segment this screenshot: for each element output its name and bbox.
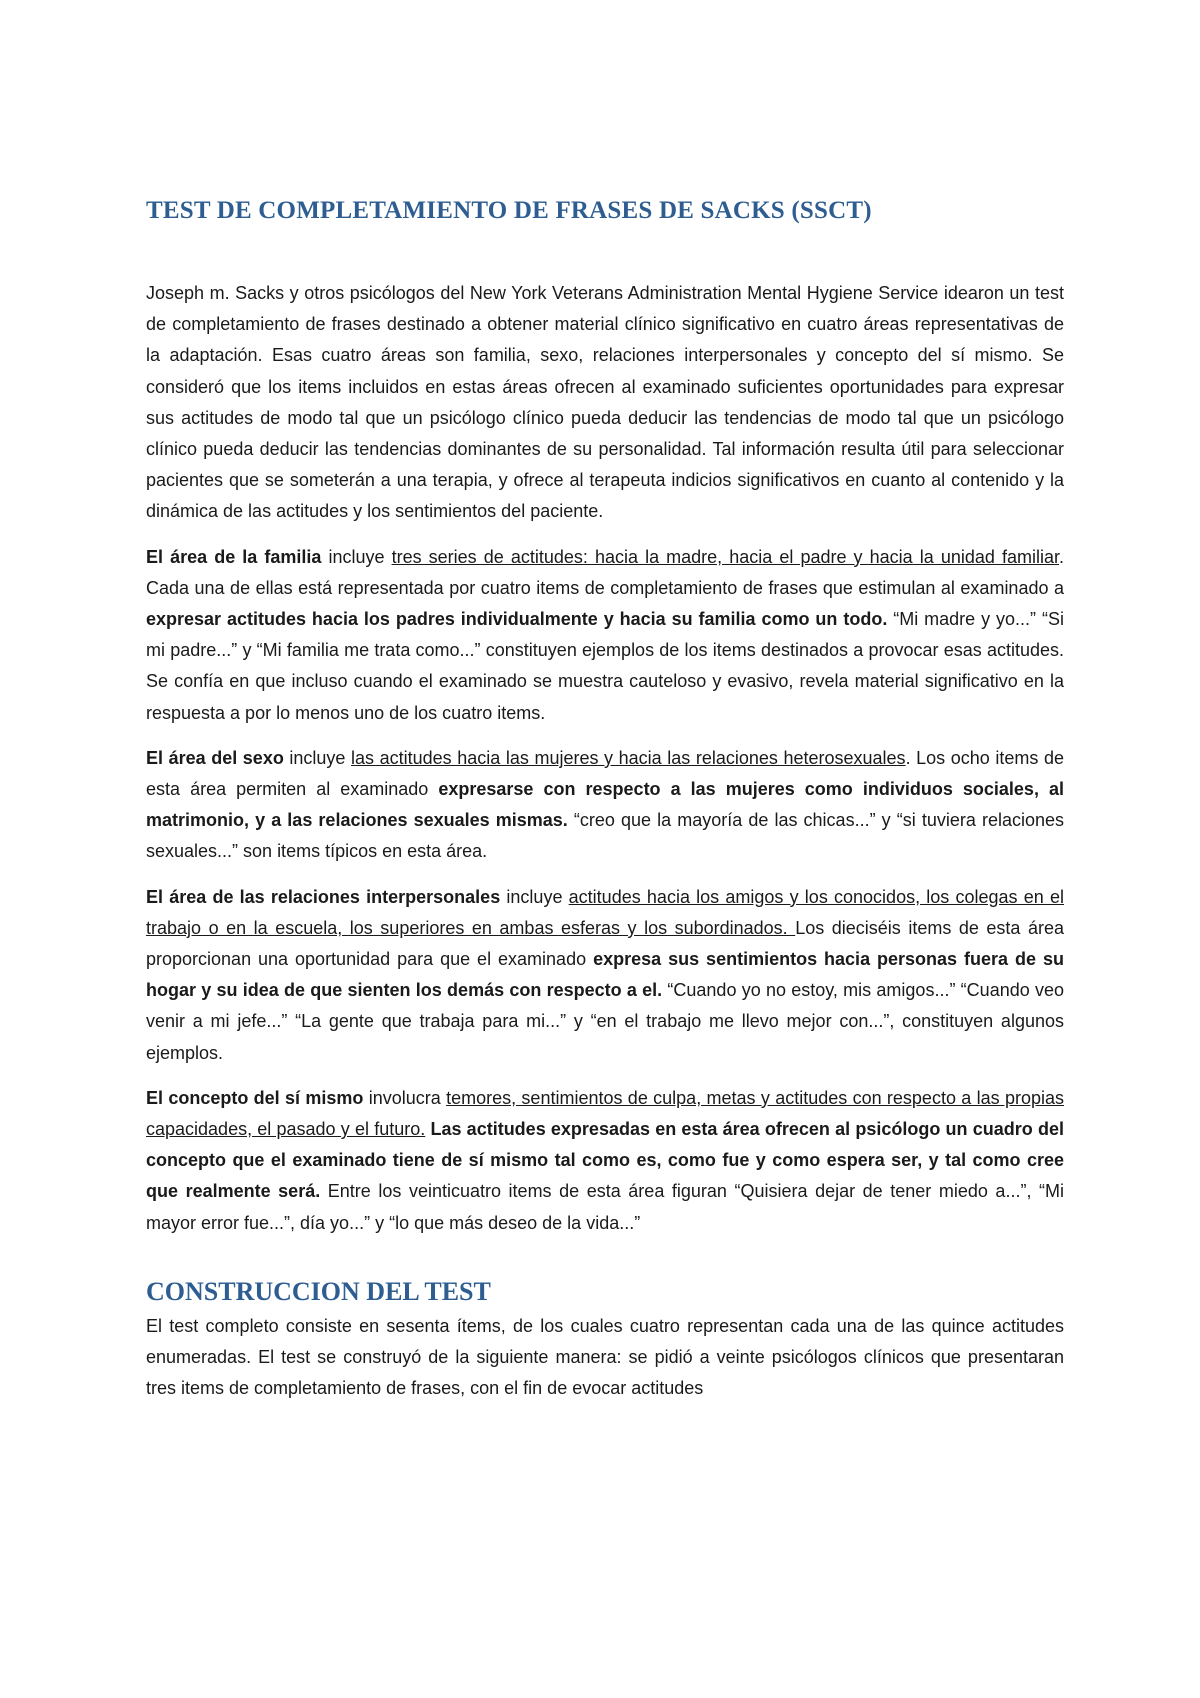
concepto-lead: El concepto del sí mismo [146,1087,364,1108]
concepto-text-1: involucra [363,1087,447,1108]
concepto-underlined: temores, sentimientos de culpa, metas y actitudes con respecto a las propias capacidades, el pasado y el futuro. [146,1087,1064,1140]
paragraph-construccion: El test completo consiste en sesenta ítems, de los cuales cuatro representan cada una de las quince actitudes enumeradas. El test se construyó de la siguiente manera: se pidió a veinte psicólogos clínicos que presentaran tres items de completamiento de frases, con el fin de evocar actitudes [146,1315,1064,1399]
sexo-underlined: las actitudes hacia las mujeres y hacia las relaciones heterosexuales [351,747,906,768]
familia-text-1: incluye [321,546,392,567]
familia-lead: El área de la familia [146,546,322,567]
document-title: TEST DE COMPLETAMIENTO DE FRASES DE SACKS (SSCT) [146,197,872,224]
paragraph-concepto [146,1083,1064,1239]
sexo-text-2: . Los ocho items de esta área permiten al examinado [146,747,1064,800]
familia-text-3: “Mi madre y yo...” “Si mi padre...” y “Mi familia me trata como...” constituyen ejemplos de los items destinados a provocar esas actitudes. Se confía en que incluso cuando el examinado se muestra cauteloso y evasivo, revela material significativo en la respuesta a por lo menos uno de los cuatro items. [146,609,1064,723]
familia-underlined: tres series de actitudes: hacia la madre, hacia el padre y hacia la unidad familiar [391,546,1059,567]
sexo-text-1: incluye [283,747,352,768]
concepto-text-3: Entre los veinticuatro items de esta área figuran “Quisiera dejar de tener miedo a...”, “Mi mayor error fue...”, día yo...” y “lo que más deseo de la vida...” [146,1181,1064,1233]
interpersonales-bold: expresa sus sentimientos hacia personas fuera de su hogar y su idea de que sienten los demás con respecto a el. [146,949,1064,1001]
interpersonales-underlined: actitudes hacia los amigos y los conocidos, los colegas en el trabajo o en la escuela, los superiores en ambas esferas y los subordinados. [146,886,1064,938]
document-page [146,196,1064,1419]
paragraph-sexo [146,743,1064,868]
interpersonales-lead: El área de las relaciones interpersonales [146,886,501,907]
familia-bold: expresar actitudes hacia los padres individualmente y hacia su familia como un todo. [146,609,888,630]
sexo-lead: El área del sexo [146,747,284,768]
paragraph-interpersonales [146,882,1064,1069]
section-heading-construccion: CONSTRUCCION DEL TEST [146,1276,491,1306]
sexo-bold: expresarse con respecto a las mujeres como individuos sociales, al matrimonio, y a las relaciones sexuales mismas. [146,779,1064,831]
interpersonales-text-2: Los dieciséis items de esta área proporcionan una oportunidad para que el examinado [146,917,1064,970]
sexo-text-3: “creo que la mayoría de las chicas...” y “si tuviera relaciones sexuales...” son items típicos en esta área. [146,810,1065,862]
paragraph-familia [146,542,1064,729]
interpersonales-text-3: “Cuando yo no estoy, mis amigos...” “Cuando veo venir a mi jefe...” “La gente que trabaja para mi...” y “en el trabajo me llevo mejor con...”, constituyen algunos ejemplos. [146,980,1065,1063]
interpersonales-text-1: incluye [500,886,569,907]
familia-text-2: . Cada una de ellas está representada por cuatro items de completamiento de frases que estimulan al examinado a [146,546,1064,598]
intro-paragraph: Joseph m. Sacks y otros psicólogos del New York Veterans Administration Mental Hygiene Service idearon un test de completamiento de frases destinado a obtener material clínico significativo en cuatro áreas representativas de la adaptación. Esas cuatro áreas son familia, sexo, relaciones interpersonales y concepto del sí mismo. Se consideró que los items incluidos en estas áreas ofrecen al examinado suficientes oportunidades para expresar sus actitudes de modo tal que un psicólogo clínico pueda deducir las tendencias de modo tal que un psicólogo clínico pueda deducir las tendencias dominantes de su personalidad. Tal información resulta útil para seleccionar pacientes que se someterán a una terapia, y ofrece al terapeuta indicios significativos en cuanto al contenido y la dinámica de las actitudes y los sentimientos del paciente. [146,283,1064,522]
concepto-bold: Las actitudes expresadas en esta área ofrecen al psicólogo un cuadro del concepto que el examinado tiene de sí mismo tal como es, como fue y como espera ser, y tal como cree que realmente será. [146,1119,1064,1202]
